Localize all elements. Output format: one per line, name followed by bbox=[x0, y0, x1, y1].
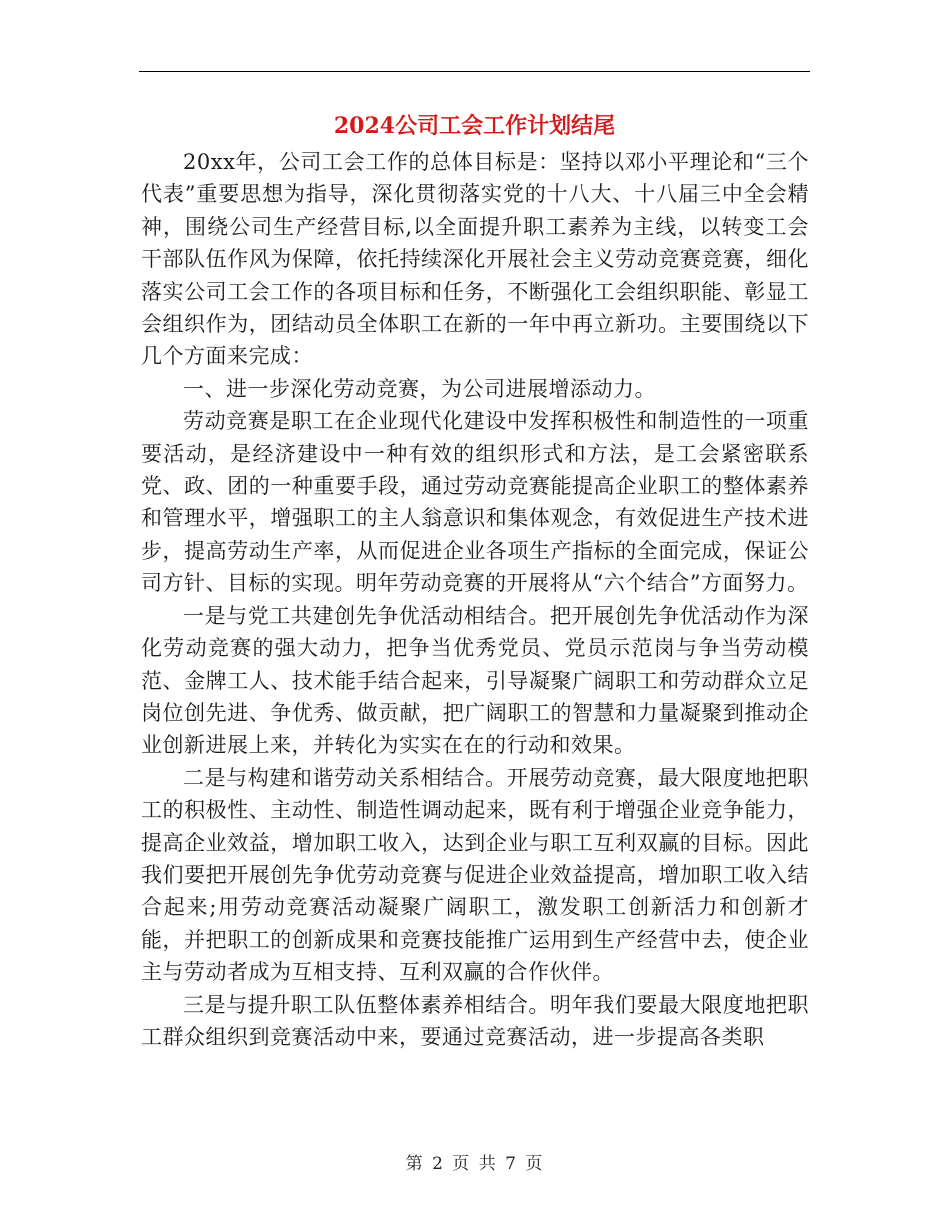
paragraph-point-two: 二是与构建和谐劳动关系相结合。开展劳动竞赛，最大限度地把职工的积极性、主动性、制造性调动起来，既有利于增强企业竞争能力，提高企业效益，增加职工收入，达到企业与职工互利双赢的目标。因此我们要把开展创先争优劳动竞赛与促进企业效益提高，增加职工收入结合起来;用劳动竞赛活动凝聚广阔职工，激发职工创新活力和创新才能，并把职工的创新成果和竞赛技能推广运用到生产经营中去，使企业主与劳动者成为互相支持、互利双赢的合作伙伴。 bbox=[141, 765, 809, 985]
paragraph-intro: 20xx年，公司工会工作的总体目标是：坚持以邓小平理论和“三个代表”重要思想为指导，深化贯彻落实党的十八大、十八届三中全会精神，围绕公司生产经营目标,以全面提升职工素养为主线，以转变工会干部队伍作风为保障，依托持续深化开展社会主义劳动竞赛竞赛，细化落实公司工会工作的各项目标和任务，不断强化工会组织职能、彰显工会组织作为，团结动员全体职工在新的一年中再立新功。主要围绕以下几个方面来完成： bbox=[141, 150, 809, 369]
paragraph-point-three: 三是与提升职工队伍整体素养相结合。明年我们要最大限度地把职工群众组织到竞赛活动中来，要通过竞赛活动，进一步提高各类职 bbox=[141, 992, 809, 1049]
paragraph-point-one: 一是与党工共建创先争优活动相结合。把开展创先争优活动作为深化劳动竞赛的强大动力，把争当优秀党员、党员示范岗与争当劳动模范、金牌工人、技术能手结合起来，引导凝聚广阔职工和劳动群众立足岗位创先进、争优秀、做贡献，把广阔职工的智慧和力量凝聚到推动企业创新进展上来，并转化为实实在在的行动和效果。 bbox=[141, 603, 809, 758]
document-title: 2024公司工会工作计划结尾 bbox=[333, 113, 616, 139]
paragraph-competition: 劳动竞赛是职工在企业现代化建设中发挥积极性和制造性的一项重要活动，是经济建设中一种有效的组织形式和方法，是工会紧密联系党、政、团的一种重要手段，通过劳动竞赛能提高企业职工的整体素养和管理水平，增强职工的主人翁意识和集体观念，有效促进生产技术进步，提高劳动生产率，从而促进企业各项生产指标的全面完成，保证公司方针、目标的实现。明年劳动竞赛的开展将从“六个结合”方面努力。 bbox=[141, 409, 809, 596]
paragraph-section-heading: 一、进一步深化劳动竞赛，为公司进展增添动力。 bbox=[183, 376, 656, 401]
document-body bbox=[141, 146, 809, 1053]
header-rule bbox=[139, 71, 810, 72]
page-number-footer: 第 2 页 共 7 页 bbox=[405, 1154, 545, 1174]
